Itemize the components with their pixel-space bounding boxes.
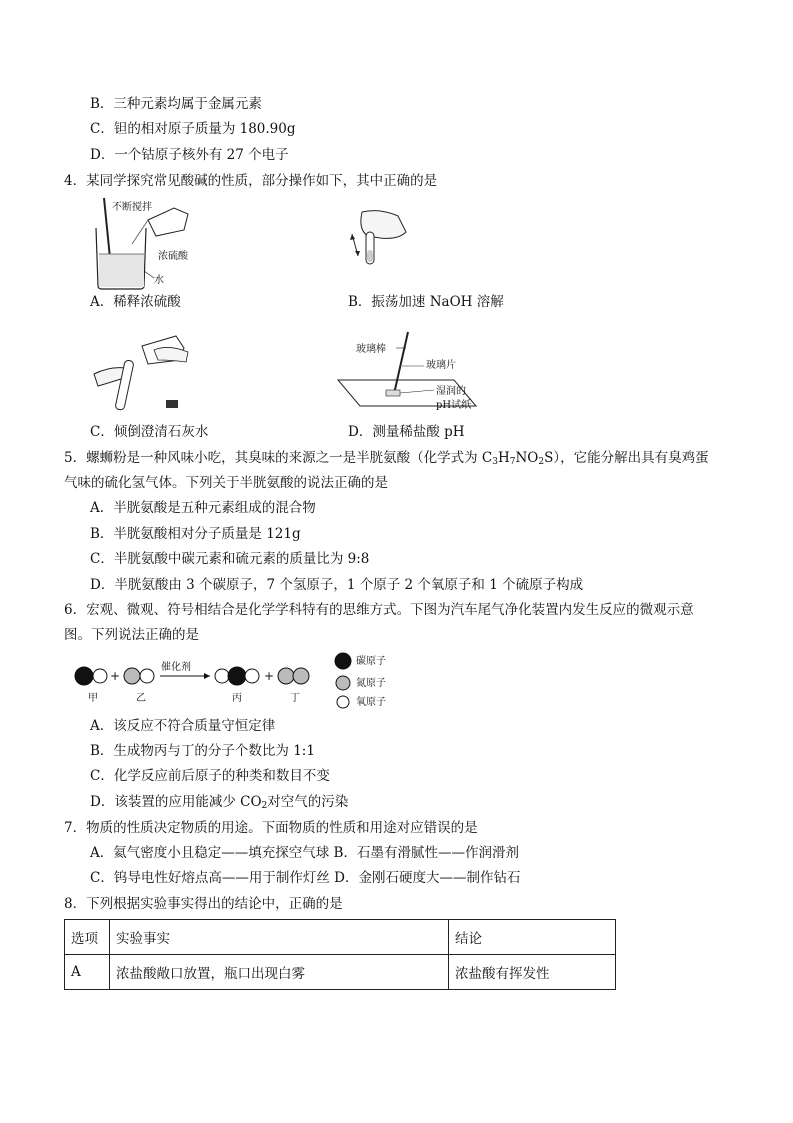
- reaction-diagram: [70, 654, 330, 690]
- catalyst-label: 催化剂: [161, 662, 191, 673]
- table-row: [65, 955, 616, 990]
- label-ding: 丁: [290, 693, 300, 704]
- q4-stem: 4．某同学探究常见酸碱的性质，部分操作如下，其中正确的是: [64, 173, 438, 189]
- slide-label: 玻璃片: [426, 360, 456, 371]
- label-jia: 甲: [88, 693, 98, 704]
- cell-option: A: [65, 955, 110, 990]
- q8-stem: 8．下列根据实验事实得出的结论中，正确的是: [64, 896, 343, 912]
- q4-option-d: D．测量稀盐酸 pH: [348, 424, 465, 440]
- legend-carbon: 碳原子: [356, 656, 386, 667]
- plus-sign-1: +: [110, 669, 121, 683]
- legend-oxygen: 氧原子: [356, 697, 386, 708]
- q5-stem-h: H: [497, 450, 510, 466]
- figure-pour-limewater: [92, 330, 194, 416]
- q5-option-c: C．半胱氨酸中碳元素和硫元素的质量比为 9:8: [90, 551, 370, 567]
- q7-stem: 7．物质的性质决定物质的用途。下面物质的性质和用途对应错误的是: [64, 820, 478, 836]
- q6-stem-line1: 6．宏观、微观、符号相结合是化学学科特有的思维方式。下图为汽车尾气净化装置内发生反应的微观示意: [64, 602, 694, 618]
- ph-paper-label: pH试纸: [436, 400, 472, 411]
- label-yi: 乙: [136, 693, 146, 704]
- q4-option-a: A．稀释浓硫酸: [90, 294, 181, 310]
- legend-nitrogen: 氮原子: [356, 678, 386, 689]
- q3-option-b: B．三种元素均属于金属元素: [90, 96, 262, 112]
- q5-stem-pre: 5．螺蛳粉是一种风味小吃，其臭味的来源之一是半胱氨酸（化学式为 C: [64, 450, 493, 466]
- q6-option-d-pre: D．该装置的应用能减少 CO: [90, 794, 262, 810]
- plus-sign-2: +: [264, 669, 275, 683]
- q6-option-d-post: 对空气的污染: [267, 794, 349, 810]
- q5-option-d: D．半胱氨酸由 3 个碳原子，7 个氢原子，1 个原子 2 个氧原子和 1 个硫原子构成: [90, 577, 584, 593]
- figure-shake-tube: [344, 206, 414, 270]
- q3-option-d: D．一个钴原子核外有 27 个电子: [90, 147, 289, 163]
- q3-option-c: C．钽的相对原子质量为 180.90g: [90, 121, 296, 137]
- q5-stem-line2: 气味的硫化氢气体。下列关于半胱氨酸的说法正确的是: [64, 475, 388, 491]
- water-label: 水: [154, 275, 164, 286]
- q6-stem-line2: 图。下列说法正确的是: [64, 627, 199, 643]
- q7-row1: A．氦气密度小且稳定——填充探空气球 B．石墨有滑腻性——作润滑剂: [90, 845, 519, 861]
- rod-label: 玻璃棒: [356, 344, 386, 355]
- q5-option-b: B．半胱氨酸相对分子质量是 121g: [90, 526, 301, 542]
- q5-stem-post: S），它能分解出具有臭鸡蛋: [544, 450, 709, 466]
- header-conclusion: 结论: [449, 920, 616, 955]
- atom-legend: [332, 652, 354, 710]
- header-fact: 实验事实: [110, 920, 449, 955]
- q5-sub-h: 7: [509, 457, 516, 467]
- table-header-row: [65, 920, 616, 955]
- header-option: 选项: [65, 920, 110, 955]
- q5-sub-c: 3: [492, 457, 498, 467]
- q6-option-c: C．化学反应前后原子的种类和数目不变: [90, 768, 330, 784]
- q6-option-d-sub: 2: [261, 801, 268, 811]
- acid-label: 浓硫酸: [158, 251, 188, 262]
- q6-option-a: A．该反应不符合质量守恒定律: [90, 718, 276, 734]
- q5-sub-o: 2: [538, 457, 545, 467]
- q4-option-c: C．倾倒澄清石灰水: [90, 424, 209, 440]
- cell-conclusion: 浓盐酸有挥发性: [449, 955, 616, 990]
- q5-stem-no: NO: [515, 450, 539, 466]
- cell-fact: 浓盐酸敞口放置，瓶口出现白雾: [110, 955, 449, 990]
- stir-label: 不断搅拌: [112, 202, 152, 213]
- q5-option-a: A．半胱氨酸是五种元素组成的混合物: [90, 500, 316, 516]
- q6-option-b: B．生成物丙与丁的分子个数比为 1:1: [90, 743, 315, 759]
- q5-stem-line1: [64, 448, 709, 468]
- label-bing: 丙: [232, 693, 242, 704]
- wet-label: 湿润的: [436, 386, 466, 397]
- q6-option-d: [90, 792, 348, 812]
- experiment-table: [64, 919, 616, 990]
- q4-option-b: B．振荡加速 NaOH 溶解: [348, 294, 504, 310]
- q7-row2: C．钨导电性好熔点高——用于制作灯丝 D．金刚石硬度大——制作钻石: [90, 870, 521, 886]
